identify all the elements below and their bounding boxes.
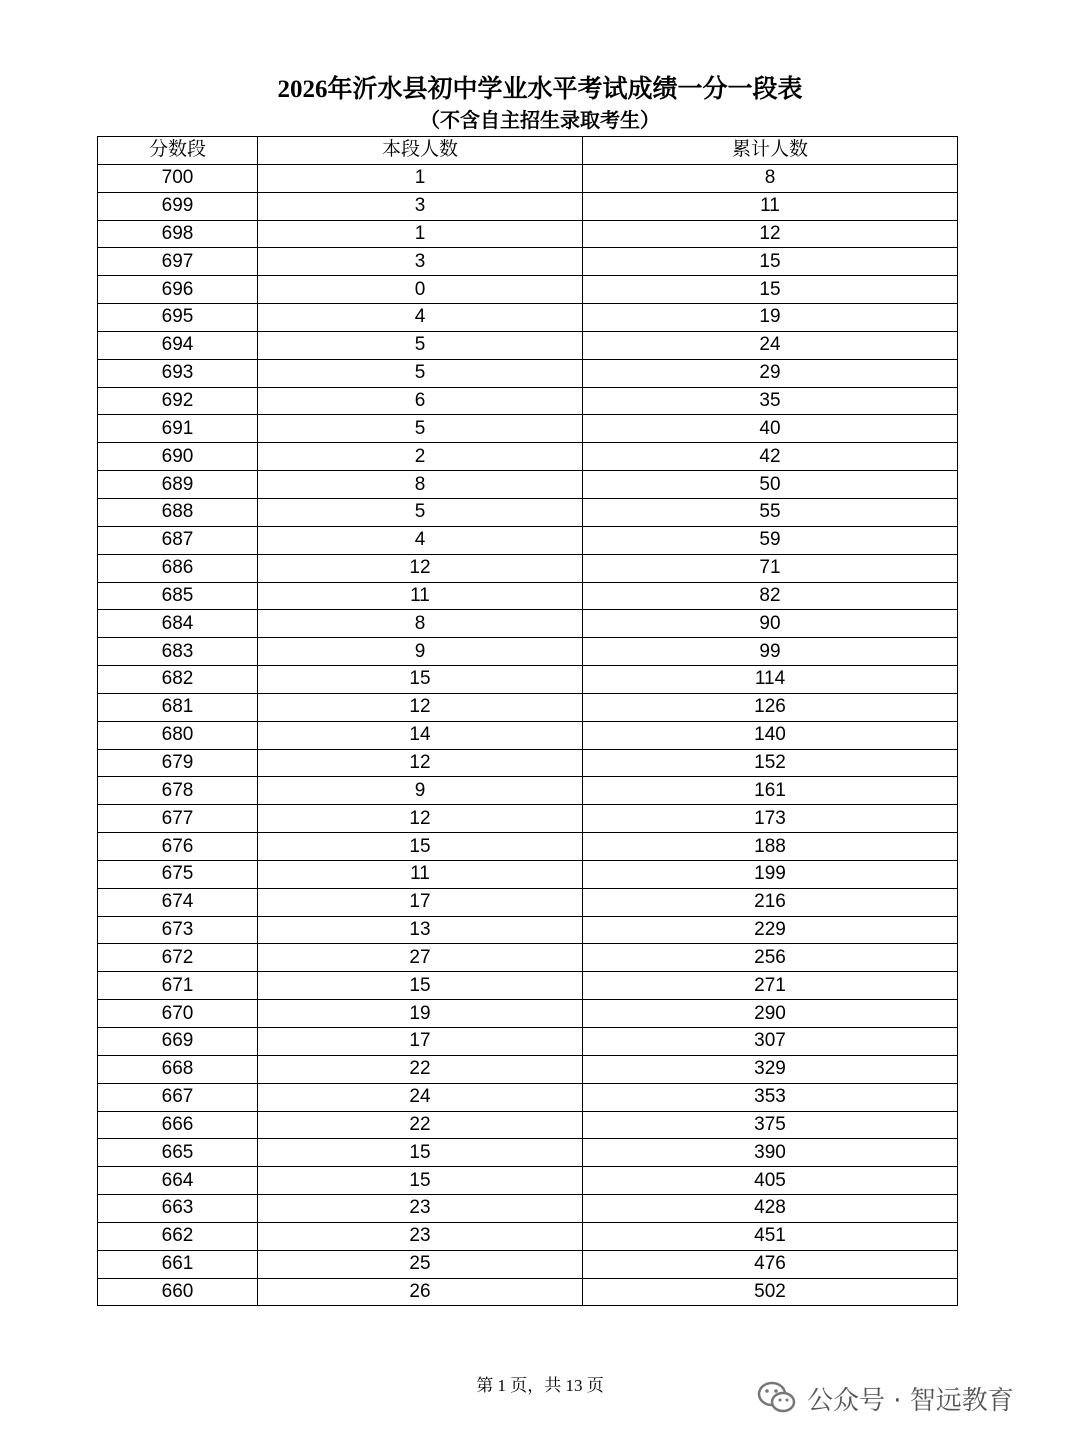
cell-count: 12 [258, 554, 583, 582]
cell-score: 693 [98, 359, 258, 387]
cell-score: 664 [98, 1167, 258, 1195]
cell-count: 27 [258, 944, 583, 972]
cell-cumulative: 19 [583, 304, 958, 332]
cell-cumulative: 307 [583, 1028, 958, 1056]
table-row [98, 1278, 958, 1306]
cell-score: 670 [98, 1000, 258, 1028]
cell-cumulative: 173 [583, 805, 958, 833]
cell-cumulative: 59 [583, 526, 958, 554]
table-body [98, 164, 958, 1306]
table-row [98, 944, 958, 972]
cell-score: 669 [98, 1028, 258, 1056]
cell-cumulative: 90 [583, 610, 958, 638]
cell-cumulative: 428 [583, 1195, 958, 1223]
cell-cumulative: 126 [583, 693, 958, 721]
cell-cumulative: 15 [583, 276, 958, 304]
table-row [98, 1250, 958, 1278]
cell-cumulative: 114 [583, 666, 958, 694]
table-row [98, 1055, 958, 1083]
cell-cumulative: 199 [583, 860, 958, 888]
cell-count: 2 [258, 443, 583, 471]
cell-cumulative: 55 [583, 498, 958, 526]
table-row [98, 220, 958, 248]
cell-score: 672 [98, 944, 258, 972]
table-header-row [98, 137, 958, 165]
cell-count: 8 [258, 610, 583, 638]
cell-cumulative: 15 [583, 248, 958, 276]
cell-cumulative: 353 [583, 1083, 958, 1111]
table-row [98, 666, 958, 694]
cell-cumulative: 271 [583, 972, 958, 1000]
cell-count: 12 [258, 693, 583, 721]
cell-count: 14 [258, 721, 583, 749]
cell-score: 684 [98, 610, 258, 638]
table-row [98, 888, 958, 916]
cell-count: 15 [258, 833, 583, 861]
table-row [98, 777, 958, 805]
page-title: 2026年沂水县初中学业水平考试成绩一分一段表 [277, 76, 803, 103]
cell-count: 22 [258, 1055, 583, 1083]
cell-cumulative: 375 [583, 1111, 958, 1139]
cell-count: 15 [258, 972, 583, 1000]
page-footer: 第 1 页，共 13 页 [476, 1376, 604, 1395]
cell-cumulative: 390 [583, 1139, 958, 1167]
cell-cumulative: 12 [583, 220, 958, 248]
cell-cumulative: 140 [583, 721, 958, 749]
cell-score: 660 [98, 1278, 258, 1306]
cell-cumulative: 71 [583, 554, 958, 582]
cell-score: 699 [98, 192, 258, 220]
cell-score: 694 [98, 331, 258, 359]
cell-cumulative: 35 [583, 387, 958, 415]
cell-count: 1 [258, 220, 583, 248]
table-row [98, 972, 958, 1000]
cell-count: 8 [258, 471, 583, 499]
cell-cumulative: 11 [583, 192, 958, 220]
cell-cumulative: 82 [583, 582, 958, 610]
cell-count: 12 [258, 749, 583, 777]
table-row [98, 1167, 958, 1195]
table-row [98, 276, 958, 304]
cell-score: 681 [98, 693, 258, 721]
cell-count: 19 [258, 1000, 583, 1028]
cell-count: 9 [258, 777, 583, 805]
table-row [98, 582, 958, 610]
table-row [98, 638, 958, 666]
column-header-cumulative: 累计人数 [583, 137, 958, 165]
cell-count: 3 [258, 192, 583, 220]
cell-score: 666 [98, 1111, 258, 1139]
cell-score: 679 [98, 749, 258, 777]
cell-count: 1 [258, 164, 583, 192]
cell-count: 13 [258, 916, 583, 944]
cell-score: 697 [98, 248, 258, 276]
cell-score: 687 [98, 526, 258, 554]
table-row [98, 1195, 958, 1223]
table-row [98, 1083, 958, 1111]
cell-score: 665 [98, 1139, 258, 1167]
table-row [98, 164, 958, 192]
cell-count: 26 [258, 1278, 583, 1306]
cell-score: 674 [98, 888, 258, 916]
table-row [98, 471, 958, 499]
wechat-icon [757, 1381, 797, 1415]
cell-score: 686 [98, 554, 258, 582]
table-row [98, 387, 958, 415]
cell-cumulative: 229 [583, 916, 958, 944]
table-row [98, 1139, 958, 1167]
cell-cumulative: 216 [583, 888, 958, 916]
cell-count: 4 [258, 304, 583, 332]
table-row [98, 916, 958, 944]
watermark [757, 1378, 1014, 1418]
cell-score: 688 [98, 498, 258, 526]
cell-score: 700 [98, 164, 258, 192]
cell-cumulative: 405 [583, 1167, 958, 1195]
cell-cumulative: 99 [583, 638, 958, 666]
table-row [98, 359, 958, 387]
table-row [98, 833, 958, 861]
cell-score: 692 [98, 387, 258, 415]
cell-count: 15 [258, 1139, 583, 1167]
cell-count: 5 [258, 359, 583, 387]
cell-count: 3 [258, 248, 583, 276]
table-row [98, 526, 958, 554]
table-row [98, 304, 958, 332]
cell-score: 663 [98, 1195, 258, 1223]
cell-cumulative: 29 [583, 359, 958, 387]
table-row [98, 749, 958, 777]
cell-score: 667 [98, 1083, 258, 1111]
cell-cumulative: 152 [583, 749, 958, 777]
score-table [97, 136, 958, 1306]
cell-count: 22 [258, 1111, 583, 1139]
cell-score: 676 [98, 833, 258, 861]
cell-score: 698 [98, 220, 258, 248]
cell-count: 9 [258, 638, 583, 666]
cell-count: 25 [258, 1250, 583, 1278]
cell-count: 5 [258, 498, 583, 526]
cell-score: 668 [98, 1055, 258, 1083]
cell-score: 661 [98, 1250, 258, 1278]
cell-cumulative: 161 [583, 777, 958, 805]
cell-count: 6 [258, 387, 583, 415]
cell-score: 671 [98, 972, 258, 1000]
cell-score: 696 [98, 276, 258, 304]
cell-count: 11 [258, 582, 583, 610]
cell-count: 5 [258, 415, 583, 443]
cell-cumulative: 290 [583, 1000, 958, 1028]
table-row [98, 443, 958, 471]
cell-score: 673 [98, 916, 258, 944]
cell-count: 5 [258, 331, 583, 359]
table-row [98, 805, 958, 833]
cell-count: 23 [258, 1222, 583, 1250]
table-row [98, 610, 958, 638]
table-row [98, 331, 958, 359]
cell-score: 677 [98, 805, 258, 833]
column-header-score: 分数段 [98, 137, 258, 165]
table-row [98, 693, 958, 721]
table-row [98, 1222, 958, 1250]
table-row [98, 721, 958, 749]
cell-count: 11 [258, 860, 583, 888]
cell-score: 675 [98, 860, 258, 888]
cell-score: 662 [98, 1222, 258, 1250]
table-row [98, 860, 958, 888]
table-row [98, 192, 958, 220]
cell-cumulative: 24 [583, 331, 958, 359]
cell-score: 695 [98, 304, 258, 332]
cell-cumulative: 42 [583, 443, 958, 471]
cell-count: 15 [258, 666, 583, 694]
cell-count: 17 [258, 1028, 583, 1056]
cell-count: 24 [258, 1083, 583, 1111]
cell-score: 689 [98, 471, 258, 499]
cell-cumulative: 451 [583, 1222, 958, 1250]
cell-cumulative: 256 [583, 944, 958, 972]
cell-score: 682 [98, 666, 258, 694]
cell-cumulative: 40 [583, 415, 958, 443]
cell-cumulative: 502 [583, 1278, 958, 1306]
cell-count: 12 [258, 805, 583, 833]
cell-cumulative: 188 [583, 833, 958, 861]
cell-score: 691 [98, 415, 258, 443]
cell-count: 0 [258, 276, 583, 304]
cell-score: 683 [98, 638, 258, 666]
cell-score: 680 [98, 721, 258, 749]
watermark-text: 公众号 · 智远教育 [807, 1385, 1014, 1416]
column-header-count: 本段人数 [258, 137, 583, 165]
page-subtitle: （不含自主招生录取考生） [420, 110, 660, 132]
table-row [98, 248, 958, 276]
cell-score: 678 [98, 777, 258, 805]
table-row [98, 554, 958, 582]
cell-count: 23 [258, 1195, 583, 1223]
table-row [98, 498, 958, 526]
cell-cumulative: 329 [583, 1055, 958, 1083]
cell-cumulative: 8 [583, 164, 958, 192]
cell-cumulative: 50 [583, 471, 958, 499]
cell-score: 690 [98, 443, 258, 471]
table-row [98, 1000, 958, 1028]
cell-count: 17 [258, 888, 583, 916]
cell-count: 4 [258, 526, 583, 554]
cell-score: 685 [98, 582, 258, 610]
cell-count: 15 [258, 1167, 583, 1195]
table-row [98, 415, 958, 443]
cell-cumulative: 476 [583, 1250, 958, 1278]
table-row [98, 1111, 958, 1139]
table-row [98, 1028, 958, 1056]
